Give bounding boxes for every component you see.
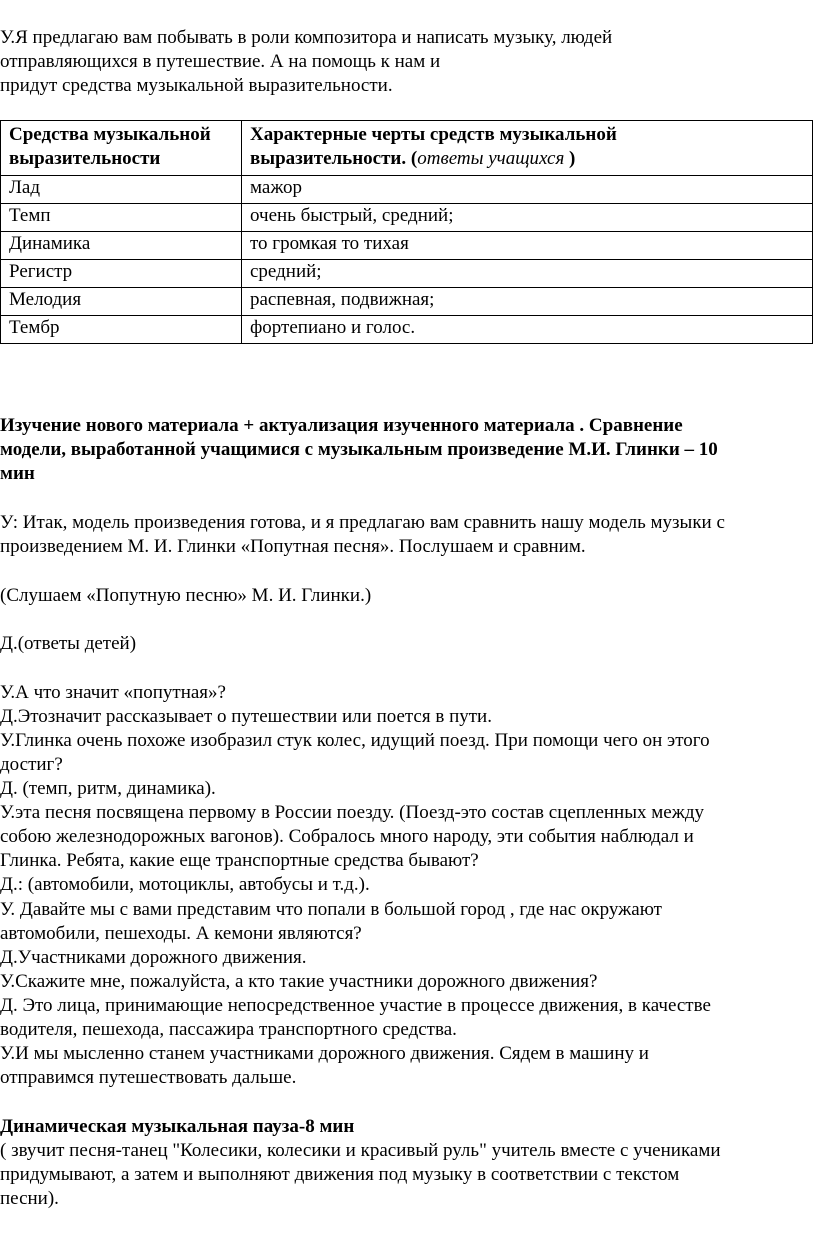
section-heading-dynamic-pause: Динамическая музыкальная пауза-8 мин (0, 1116, 355, 1137)
table-row (1, 288, 813, 316)
row-value-cell: очень быстрый, средний; (242, 204, 813, 232)
dialog-line: Д. (темп, ритм, динамика). (0, 778, 216, 799)
dialog-line: У.И мы мысленно станем участниками дорожного движения. Сядем в машину и (0, 1043, 649, 1064)
table-row (1, 176, 813, 204)
dialog-line: Д.: (автомобили, мотоциклы, автобусы и т.д.). (0, 874, 370, 895)
header-cell-traits (242, 121, 813, 176)
paragraph-compare-line-2: произведением М. И. Глинки «Попутная песня». Послушаем и сравним. (0, 536, 586, 557)
paragraph-children-answers: Д.(ответы детей) (0, 633, 137, 654)
row-value-cell: фортепиано и голос. (242, 316, 813, 344)
table-row (1, 260, 813, 288)
musical-means-table (0, 120, 813, 344)
dialog-line: У.Скажите мне, пожалуйста, а кто такие участники дорожного движения? (0, 971, 598, 992)
header-cell-means (1, 121, 242, 176)
intro-line-1: У.Я предлагаю вам побывать в роли композитора и написать музыку, людей (0, 27, 613, 48)
dialog-line: Д. Это лица, принимающие непосредственное участие в процессе движения, в качестве (0, 995, 711, 1016)
table-row (1, 316, 813, 344)
dialog-line: автомобили, пешеходы. А кемони являются? (0, 923, 362, 944)
dialog-line: Глинка. Ребята, какие еще транспортные средства бывают? (0, 850, 479, 871)
section1-heading-line-1: Изучение нового материала + актуализация изученного материала . Сравнение (0, 415, 683, 436)
header-means-line-2: выразительности (9, 148, 161, 169)
dialog-line: У.эта песня посвящена первому в России поезду. (Поезд-это состав сцепленных между (0, 802, 704, 823)
dialog-line: водителя, пешехода, пассажира транспортного средства. (0, 1019, 457, 1040)
row-name-cell: Динамика (1, 232, 242, 260)
dialog-line: У. Давайте мы с вами представим что попали в большой город , где нас окружают (0, 899, 662, 920)
dialog-line: достиг? (0, 754, 63, 775)
section1-heading-line-3: мин (0, 463, 35, 484)
row-name-cell: Мелодия (1, 288, 242, 316)
intro-line-2: отправляющихся в путешествие. А на помощь к нам и (0, 51, 441, 72)
intro-line-3: придут средства музыкальной выразительности. (0, 75, 393, 96)
paragraph-compare-line-1: У: Итак, модель произведения готова, и я предлагаю вам сравнить нашу модель музыки с (0, 512, 725, 533)
row-name-cell: Темп (1, 204, 242, 232)
row-name-cell: Лад (1, 176, 242, 204)
dialog-line: Д.Этозначит рассказывает о путешествии или поется в пути. (0, 706, 492, 727)
pause-line-2: придумывают, а затем и выполняют движения под музыку в соответствии с текстом (0, 1164, 680, 1185)
pause-line-3: песни). (0, 1188, 59, 1209)
paragraph-listen: (Слушаем «Попутную песню» М. И. Глинки.) (0, 585, 372, 606)
row-value-cell: мажор (242, 176, 813, 204)
section1-heading-line-2: модели, выработанной учащимися с музыкальным произведение М.И. Глинки – 10 (0, 439, 718, 460)
header-traits-line-1: Характерные черты средств музыкальной (250, 124, 617, 145)
row-value-cell: средний; (242, 260, 813, 288)
table-header-row (1, 121, 813, 176)
pause-line-1: ( звучит песня-танец "Колесики, колесики и красивый руль" учитель вместе с учениками (0, 1140, 721, 1161)
dialog-line: отправимся путешествовать дальше. (0, 1067, 297, 1088)
dialog-line: Д.Участниками дорожного движения. (0, 947, 307, 968)
header-traits-line-2 (250, 147, 804, 171)
row-value-cell: то громкая то тихая (242, 232, 813, 260)
header-means-line-1: Средства музыкальной (9, 124, 211, 145)
row-value-cell: распевная, подвижная; (242, 288, 813, 316)
row-name-cell: Регистр (1, 260, 242, 288)
header-traits-suffix: ) (564, 148, 576, 169)
header-traits-italic: ответы учащихся (417, 148, 565, 169)
dialog-line: У.Глинка очень похоже изобразил стук колес, идущий поезд. При помощи чего он этого (0, 730, 710, 751)
table-row (1, 204, 813, 232)
table-row (1, 232, 813, 260)
row-name-cell: Тембр (1, 316, 242, 344)
dialog-line: собою железнодорожных вагонов). Собралось много народу, эти события наблюдал и (0, 826, 694, 847)
dialog-line: У.А что значит «попутная»? (0, 682, 226, 703)
header-traits-prefix: выразительности. ( (250, 148, 418, 169)
